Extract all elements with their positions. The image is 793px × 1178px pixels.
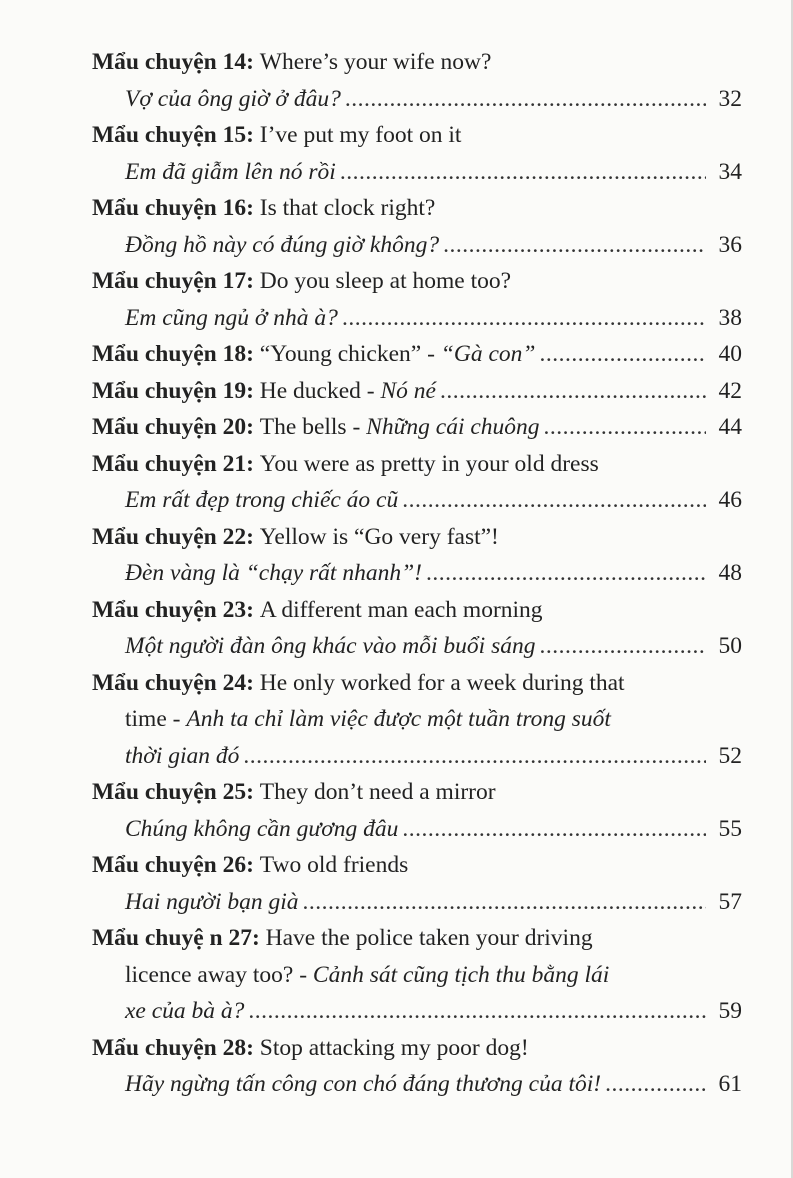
entry-label: Mẩu chuyện 22:: [92, 523, 254, 550]
entry-english-title: He ducked -: [259, 377, 375, 404]
entry-label: Mẩu chuyện 18:: [92, 341, 254, 367]
entry-english-title: A different man each morning: [259, 596, 543, 623]
entry-label: Mẩu chuyện 17:: [92, 268, 254, 294]
entry-title-line: [92, 774, 742, 811]
entry-vietnamese-title: Em cũng ngủ ở nhà à?: [125, 304, 338, 331]
entry-english-title: Stop attacking my poor dog!: [259, 1034, 529, 1061]
toc-entry-17[interactable]: [92, 263, 742, 336]
entry-vietnamese-title: Nó né: [380, 377, 436, 404]
entry-continuation-line: [92, 957, 742, 994]
toc-entry-23[interactable]: [92, 592, 742, 665]
entry-title-line: [92, 592, 742, 629]
entry-title-line: [92, 190, 742, 227]
entry-english-title-cont: licence away too? -: [125, 961, 308, 988]
entry-title-line: [92, 336, 742, 373]
toc-entry-19[interactable]: [92, 373, 742, 410]
entry-english-title: Do you sleep at home too?: [259, 268, 512, 294]
entry-vietnamese-title-cont: thời gian đó: [125, 742, 240, 769]
entry-translation-line: [92, 993, 742, 1030]
toc-entry-15[interactable]: [92, 117, 742, 190]
dot-leader: [426, 555, 706, 592]
entry-vietnamese-title: Chúng không cần gương đâu: [125, 815, 399, 842]
entry-title-line: [92, 446, 742, 483]
entry-label: Mẩu chuyện 23:: [92, 596, 254, 623]
entry-label: Mẩu chuyện 25:: [92, 779, 254, 805]
toc-entry-14[interactable]: [92, 44, 742, 117]
dot-leader: [345, 81, 706, 118]
page-number: 32: [718, 85, 742, 112]
dot-leader: [303, 884, 706, 921]
page-number: 38: [718, 304, 742, 331]
entry-title-line: [92, 117, 742, 154]
entry-title-line: [92, 373, 742, 410]
page-number: 55: [718, 815, 742, 842]
entry-english-title-cont: time -: [125, 706, 181, 732]
entry-vietnamese-title: “Gà con”: [440, 341, 536, 367]
dot-leader: [605, 1066, 706, 1103]
toc-entry-16[interactable]: [92, 190, 742, 263]
dot-leader: [539, 336, 706, 373]
dot-leader: [539, 628, 706, 665]
entry-translation-line: [92, 227, 742, 264]
page-number: 46: [718, 487, 742, 513]
entry-title-line: [92, 409, 742, 446]
entry-title-line: [92, 920, 742, 957]
entry-translation-line: [92, 300, 742, 337]
dot-leader: [248, 993, 706, 1030]
entry-vietnamese-title: Đèn vàng là “chạy rất nhanh”!: [125, 560, 422, 586]
entry-title-line: [92, 519, 742, 556]
entry-label: Mẩu chuyện 21:: [92, 450, 254, 477]
entry-vietnamese-title: Vợ của ông giờ ở đâu?: [125, 85, 341, 112]
entry-label: Mẩu chuyện 15:: [92, 122, 254, 148]
entry-title-line: [92, 44, 742, 81]
entry-label: Mẩu chuyệ n 27:: [92, 925, 260, 951]
entry-english-title: You were as pretty in your old dress: [259, 450, 599, 477]
page-number: 42: [718, 377, 742, 404]
entry-label: Mẩu chuyện 24:: [92, 669, 254, 696]
page-number: 44: [718, 414, 742, 440]
entry-vietnamese-title: Em đã giẫm lên nó rồi: [125, 158, 336, 185]
entry-english-title: Where’s your wife now?: [259, 49, 492, 75]
entry-title-line: [92, 665, 742, 702]
entry-translation-line: [92, 81, 742, 118]
dot-leader: [342, 300, 706, 337]
entry-title-line: [92, 1030, 742, 1067]
entry-translation-line: [92, 1066, 742, 1103]
entry-vietnamese-title: Một người đàn ông khác vào mỗi buổi sáng: [125, 633, 536, 659]
entry-title-line: [92, 263, 742, 300]
entry-english-title: He only worked for a week during that: [259, 669, 625, 696]
entry-title-line: [92, 847, 742, 884]
toc-entry-21[interactable]: [92, 446, 742, 519]
entry-english-title: They don’t need a mirror: [259, 779, 496, 805]
dot-leader: [443, 227, 706, 264]
toc-entry-18[interactable]: [92, 336, 742, 373]
entry-english-title: Two old friends: [259, 852, 409, 878]
entry-translation-line: [92, 154, 742, 191]
entry-label: Mẩu chuyện 16:: [92, 195, 254, 221]
entry-translation-line: [92, 884, 742, 921]
toc-entry-28[interactable]: [92, 1030, 742, 1103]
page-number: 40: [718, 341, 742, 367]
dot-leader: [544, 409, 706, 446]
entry-english-title: The bells -: [259, 414, 361, 440]
dot-leader: [402, 811, 706, 848]
toc-entry-27[interactable]: [92, 920, 742, 1030]
dot-leader: [440, 373, 706, 410]
page-number: 61: [718, 1071, 742, 1097]
page-number: 34: [718, 158, 742, 185]
entry-translation-line: [92, 811, 742, 848]
toc-entry-20[interactable]: [92, 409, 742, 446]
toc-entry-22[interactable]: [92, 519, 742, 592]
entry-translation-line: [92, 555, 742, 592]
page-number: 52: [718, 742, 742, 769]
entry-label: Mẩu chuyện 19:: [92, 377, 254, 404]
table-of-contents: [92, 44, 742, 1103]
entry-english-title: Is that clock right?: [259, 195, 436, 221]
page-number: 48: [718, 560, 742, 586]
entry-vietnamese-title-cont: xe của bà à?: [125, 998, 245, 1024]
entry-vietnamese-title: Hai người bạn già: [125, 888, 299, 915]
toc-entry-26[interactable]: [92, 847, 742, 920]
entry-continuation-line: [92, 701, 742, 738]
page-number: 36: [718, 231, 742, 258]
page-number: 57: [718, 888, 742, 915]
entry-english-title: Yellow is “Go very fast”!: [259, 523, 499, 550]
dot-leader: [402, 482, 706, 519]
dot-leader: [243, 738, 706, 775]
entry-translation-line: [92, 628, 742, 665]
entry-vietnamese-title: Những cái chuông: [366, 414, 540, 440]
toc-entry-24[interactable]: [92, 665, 742, 775]
entry-translation-line: [92, 482, 742, 519]
entry-label: Mẩu chuyện 26:: [92, 852, 254, 878]
entry-label: Mẩu chuyện 20:: [92, 414, 254, 440]
entry-translation-line: [92, 738, 742, 775]
entry-vietnamese-title: Em rất đẹp trong chiếc áo cũ: [125, 487, 399, 513]
entry-english-title: I’ve put my foot on it: [259, 122, 462, 148]
entry-label: Mẩu chuyện 28:: [92, 1034, 254, 1061]
page-number: 59: [718, 998, 742, 1024]
entry-vietnamese-title: Cảnh sát cũng tịch thu bằng lái: [312, 961, 610, 988]
entry-english-title: “Young chicken” -: [259, 341, 435, 367]
toc-entry-25[interactable]: [92, 774, 742, 847]
entry-english-title: Have the police taken your driving: [265, 925, 593, 951]
entry-vietnamese-title: Hãy ngừng tấn công con chó đáng thương của tôi!: [125, 1071, 602, 1097]
dot-leader: [340, 154, 706, 191]
entry-label: Mẩu chuyện 14:: [92, 49, 254, 75]
entry-vietnamese-title: Đồng hồ này có đúng giờ không?: [125, 231, 440, 258]
page-number: 50: [718, 633, 742, 659]
entry-vietnamese-title: Anh ta chỉ làm việc được một tuần trong suốt: [186, 706, 611, 732]
